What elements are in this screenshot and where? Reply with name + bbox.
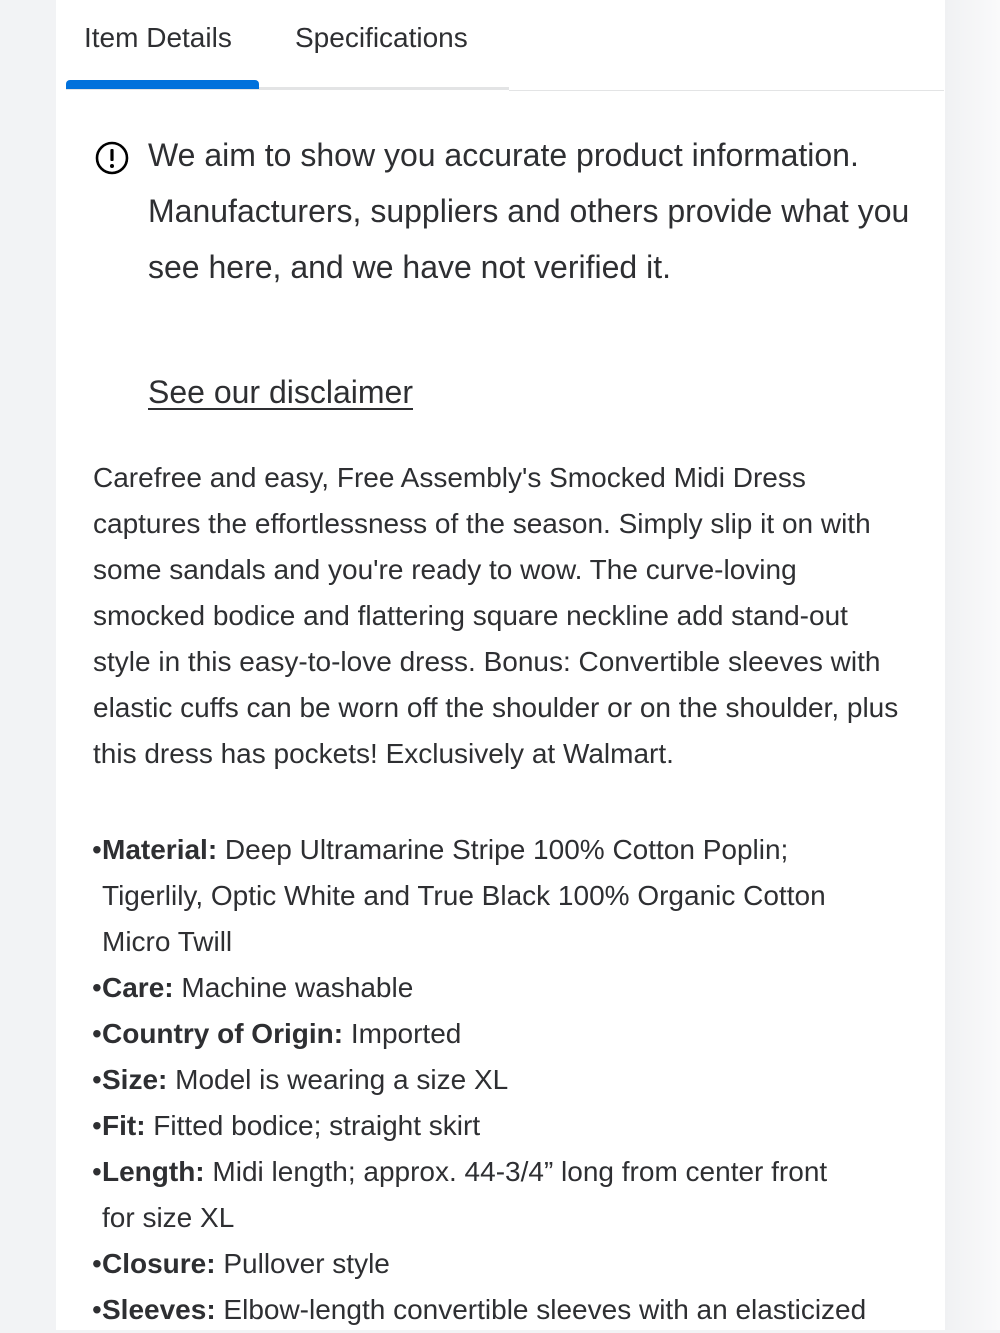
bullet: • [92, 1294, 102, 1325]
spec-label: Sleeves: [102, 1294, 216, 1325]
spec-item-fit [92, 1103, 932, 1149]
spec-value: Imported [343, 1018, 462, 1049]
tab-item-details[interactable]: Item Details [84, 22, 232, 53]
active-tab-indicator [66, 80, 259, 89]
spec-value: Model is wearing a size XL [167, 1064, 509, 1095]
notice-line-2: Manufacturers, suppliers and others provide what you see here, and we have not verified it. [148, 193, 910, 285]
spec-value: Tigerlily, Optic White and True Black 100% Organic Cotton [102, 880, 826, 911]
tab-specifications[interactable]: Specifications [295, 22, 468, 53]
spec-value: Machine washable [173, 972, 414, 1003]
bullet: • [92, 1110, 102, 1141]
spec-item-closure [92, 1241, 932, 1287]
page-edge-shadow [945, 0, 1000, 1330]
spec-value: Deep Ultramarine Stripe 100% Cotton Poplin; [217, 834, 789, 865]
bullet: • [92, 972, 102, 1003]
spec-item-length [92, 1149, 932, 1241]
spec-value: Pullover style [215, 1248, 390, 1279]
spec-item-sleeves [92, 1287, 932, 1333]
spec-value: Micro Twill [102, 926, 233, 957]
spec-value: for size XL [102, 1202, 235, 1233]
spec-label: Country of Origin: [102, 1018, 344, 1049]
spec-label: Length: [102, 1156, 205, 1187]
spec-label: Care: [102, 972, 174, 1003]
spec-label: Size: [102, 1064, 168, 1095]
spec-value: Midi length; approx. 44-3/4” long from center front [204, 1156, 828, 1187]
tab-bar [66, 0, 944, 92]
spec-value: Fitted bodice; straight skirt [145, 1110, 481, 1141]
see-disclaimer-link[interactable]: See our disclaimer [148, 374, 413, 410]
product-description: Carefree and easy, Free Assembly's Smocked Midi Dress captures the effortlessness of the season. Simply slip it on with some sandals and you're ready to wow. The curve-loving smocked bodice and flattering square neckline add stand-out style in this easy-to-love dress. Bonus: Convertible sleeves with elastic cuffs can be worn off the shoulder or on the shoulder, plus this dress has pockets! Exclusively at Walmart. [93, 462, 899, 769]
bullet: • [92, 834, 102, 865]
spec-item-material [92, 827, 932, 965]
spec-label: Closure: [102, 1248, 216, 1279]
exclamation-circle-icon [95, 141, 129, 175]
tab-divider-thin [509, 90, 944, 91]
notice-line-1: We aim to show you accurate product information. [148, 137, 859, 173]
spec-label: Fit: [102, 1110, 146, 1141]
spec-item-size [92, 1057, 932, 1103]
bullet: • [92, 1018, 102, 1049]
bullet: • [92, 1064, 102, 1095]
spec-item-care [92, 965, 932, 1011]
bullet: • [92, 1156, 102, 1187]
accuracy-notice [148, 127, 918, 295]
spec-item-country-of-origin [92, 1011, 932, 1057]
spec-label: Material: [102, 834, 218, 865]
spec-value: Elbow-length convertible sleeves with an elasticized [215, 1294, 867, 1325]
bullet: • [92, 1248, 102, 1279]
product-details-panel [56, 0, 945, 1330]
specs-list [92, 827, 932, 1333]
